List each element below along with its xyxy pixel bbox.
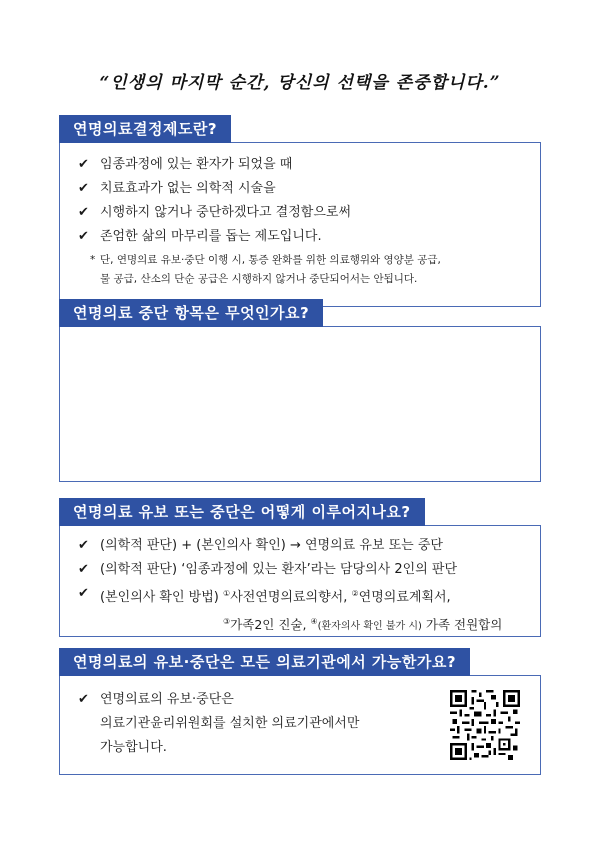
- section-box: [59, 142, 541, 307]
- section-title: 연명의료 유보 또는 중단은 어떻게 이루어지나요?: [59, 498, 425, 526]
- section-where: [59, 648, 541, 775]
- list-item: ✔ 치료효과가 없는 의학적 시술을: [60, 177, 540, 201]
- section-title: 연명의료의 유보·중단은 모든 의료기관에서 가능한가요?: [59, 648, 470, 676]
- list-item: ✔ (의학적 판단) ‘임종과정에 있는 환자’라는 담당의사 2인의 판단: [60, 558, 540, 582]
- section-stop-items: [59, 299, 541, 482]
- section-box-empty: [59, 326, 541, 482]
- check-icon: ✔: [78, 229, 89, 244]
- check-icon: ✔: [78, 562, 89, 577]
- slogan: “인생의 마지막 순간, 당신의 선택을 존중합니다.”: [99, 73, 501, 93]
- list-item: ✔ (본인의사 확인 방법) ①사전연명의료의향서, ②연명의료계획서,: [60, 582, 540, 610]
- section-title: 연명의료결정제도란?: [59, 115, 231, 143]
- list-item: ✔ 연명의료의 유보·중단은: [60, 688, 540, 712]
- check-icon: ✔: [78, 181, 89, 196]
- qr-code-icon[interactable]: [450, 690, 520, 760]
- section-what-is: [59, 115, 541, 307]
- footnote: * 단, 연명의료 유보·중단 이행 시, 통증 완화를 위한 의료행위와 영양분 공급, 물 공급, 산소의 단순 공급은 시행하지 않거나 중단되어서는 안됩니다.: [60, 251, 540, 289]
- list-item-continued: ③가족2인 진술, ④(환자의사 확인 불가 시) 가족 전원합의: [223, 617, 503, 632]
- check-icon: ✔: [78, 586, 89, 601]
- check-icon: ✔: [78, 205, 89, 220]
- section-box: [59, 675, 541, 775]
- list-item: ✔ 존엄한 삶의 마무리를 돕는 제도입니다.: [60, 225, 540, 249]
- section-box: [59, 525, 541, 637]
- check-icon: ✔: [78, 157, 89, 172]
- check-icon: ✔: [78, 692, 89, 707]
- section-title: 연명의료 중단 항목은 무엇인가요?: [59, 299, 323, 327]
- section-how: [59, 498, 541, 637]
- list-item: ✔ 임종과정에 있는 환자가 되었을 때: [60, 153, 540, 177]
- list-item: ✔ (의학적 판단) + (본인의사 확인) → 연명의료 유보 또는 중단: [60, 534, 540, 558]
- list-item-continued: 의료기관윤리위원회를 설치한 의료기관에서만: [100, 716, 360, 731]
- check-icon: ✔: [78, 538, 89, 553]
- list-item: ✔ 시행하지 않거나 중단하겠다고 결정함으로써: [60, 201, 540, 225]
- list-item-continued: 가능합니다.: [100, 740, 167, 755]
- asterisk: *: [90, 254, 96, 266]
